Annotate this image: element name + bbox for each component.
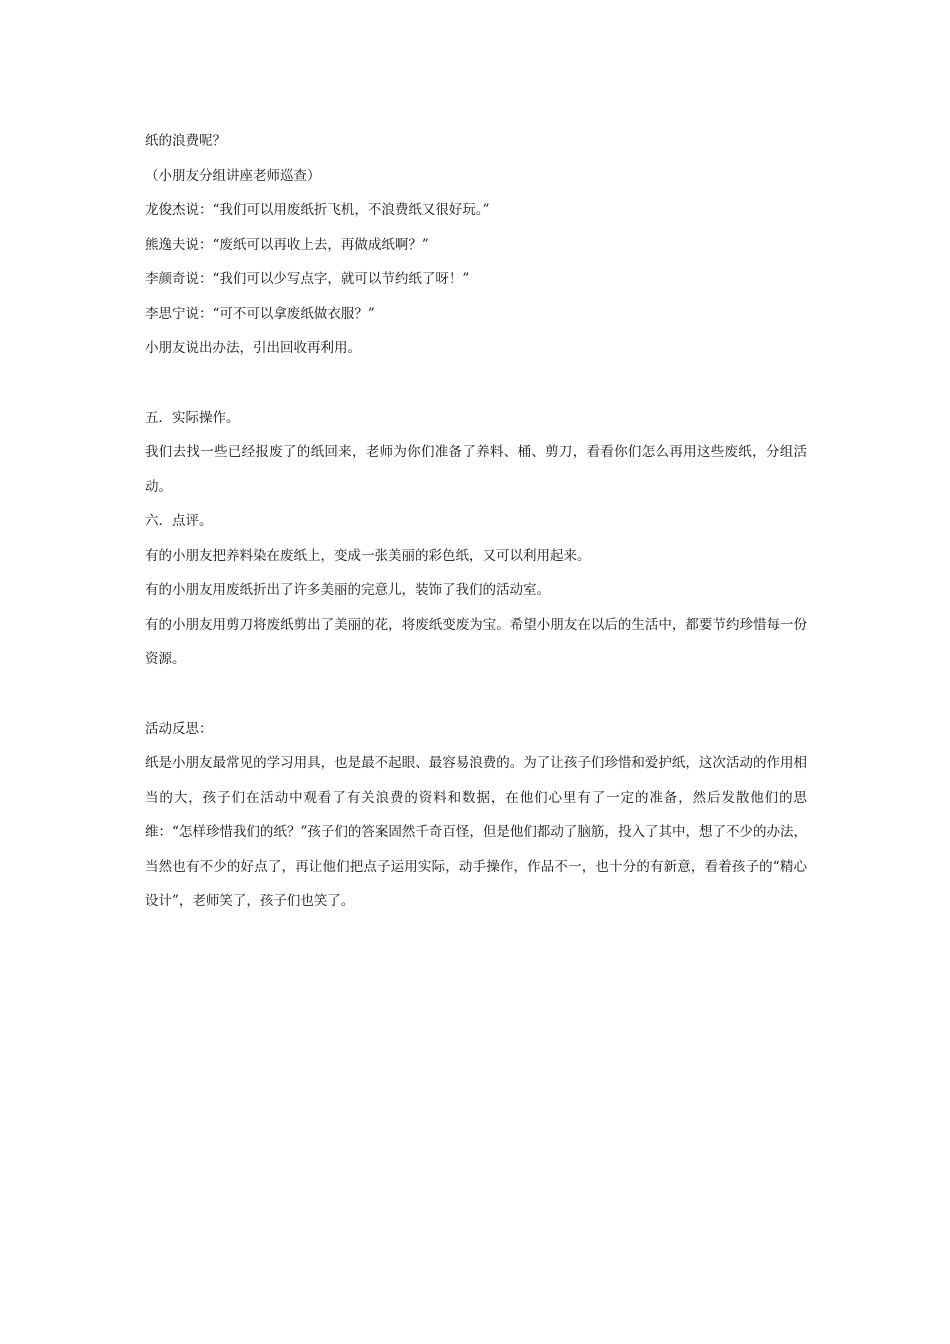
paragraph-gap [145,366,807,401]
section-6-comment-3: 有的小朋友用剪刀将废纸剪出了美丽的花，将废纸变废为宝。希望小朋友在以后的生活中，都要节约珍惜每一份资源。 [145,616,807,667]
document-body [145,124,807,919]
section-6-comment-1: 有的小朋友把养料染在废纸上，变成一张美丽的彩色纸，又可以利用起来。 [145,547,591,564]
reflection-body: 纸是小朋友最常见的学习用具，也是最不起眼、最容易浪费的。为了让孩子们珍惜和爱护纸，这次活动的作用相当的大，孩子们在活动中观看了有关浪费的资料和数据，在他们心里有了一定的准备，然后发散他们的思维：“怎样珍惜我们的纸？”孩子们的答案固然千奇百怪，但是他们都动了脑筋，投入了其中，想了不少的办法，当然也有不少的好点了，再让他们把点子运用实际，动手操作，作品不一，也十分的有新意，看着孩子的“精心设计”，老师笑了，孩子们也笑了。 [145,755,807,909]
reflection-heading: 活动反思： [145,720,213,737]
summary-line: 小朋友说出办法，引出回收再利用。 [145,340,361,356]
paragraph-gap [145,677,807,712]
stage-note: （小朋友分组讲座老师巡查） [145,167,321,184]
section-6-comment-2: 有的小朋友用废纸折出了许多美丽的完意儿，装饰了我们的活动室。 [145,582,550,598]
quote-xiongyifu: 熊逸夫说：“废纸可以再收上去，再做成纸啊？” [145,236,429,253]
section-5-heading: 五．实际操作。 [145,409,240,426]
section-6-heading: 六．点评。 [145,513,213,529]
quote-longjunjie: 龙俊杰说：“我们可以用废纸折飞机，不浪费纸又很好玩。” [145,202,490,218]
quote-lisining: 李思宁说：“可不可以拿废纸做衣服？” [145,305,375,322]
intro-tail-line: 纸的浪费呢？ [145,133,226,149]
section-5-body: 我们去找一些已经报废了的纸回来，老师为你们准备了养料、桶、剪刀，看看你们怎么再用这些废纸，分组活动。 [145,444,807,495]
quote-liyanqi: 李颜奇说：“我们可以少写点字，就可以节约纸了呀！” [145,271,470,287]
